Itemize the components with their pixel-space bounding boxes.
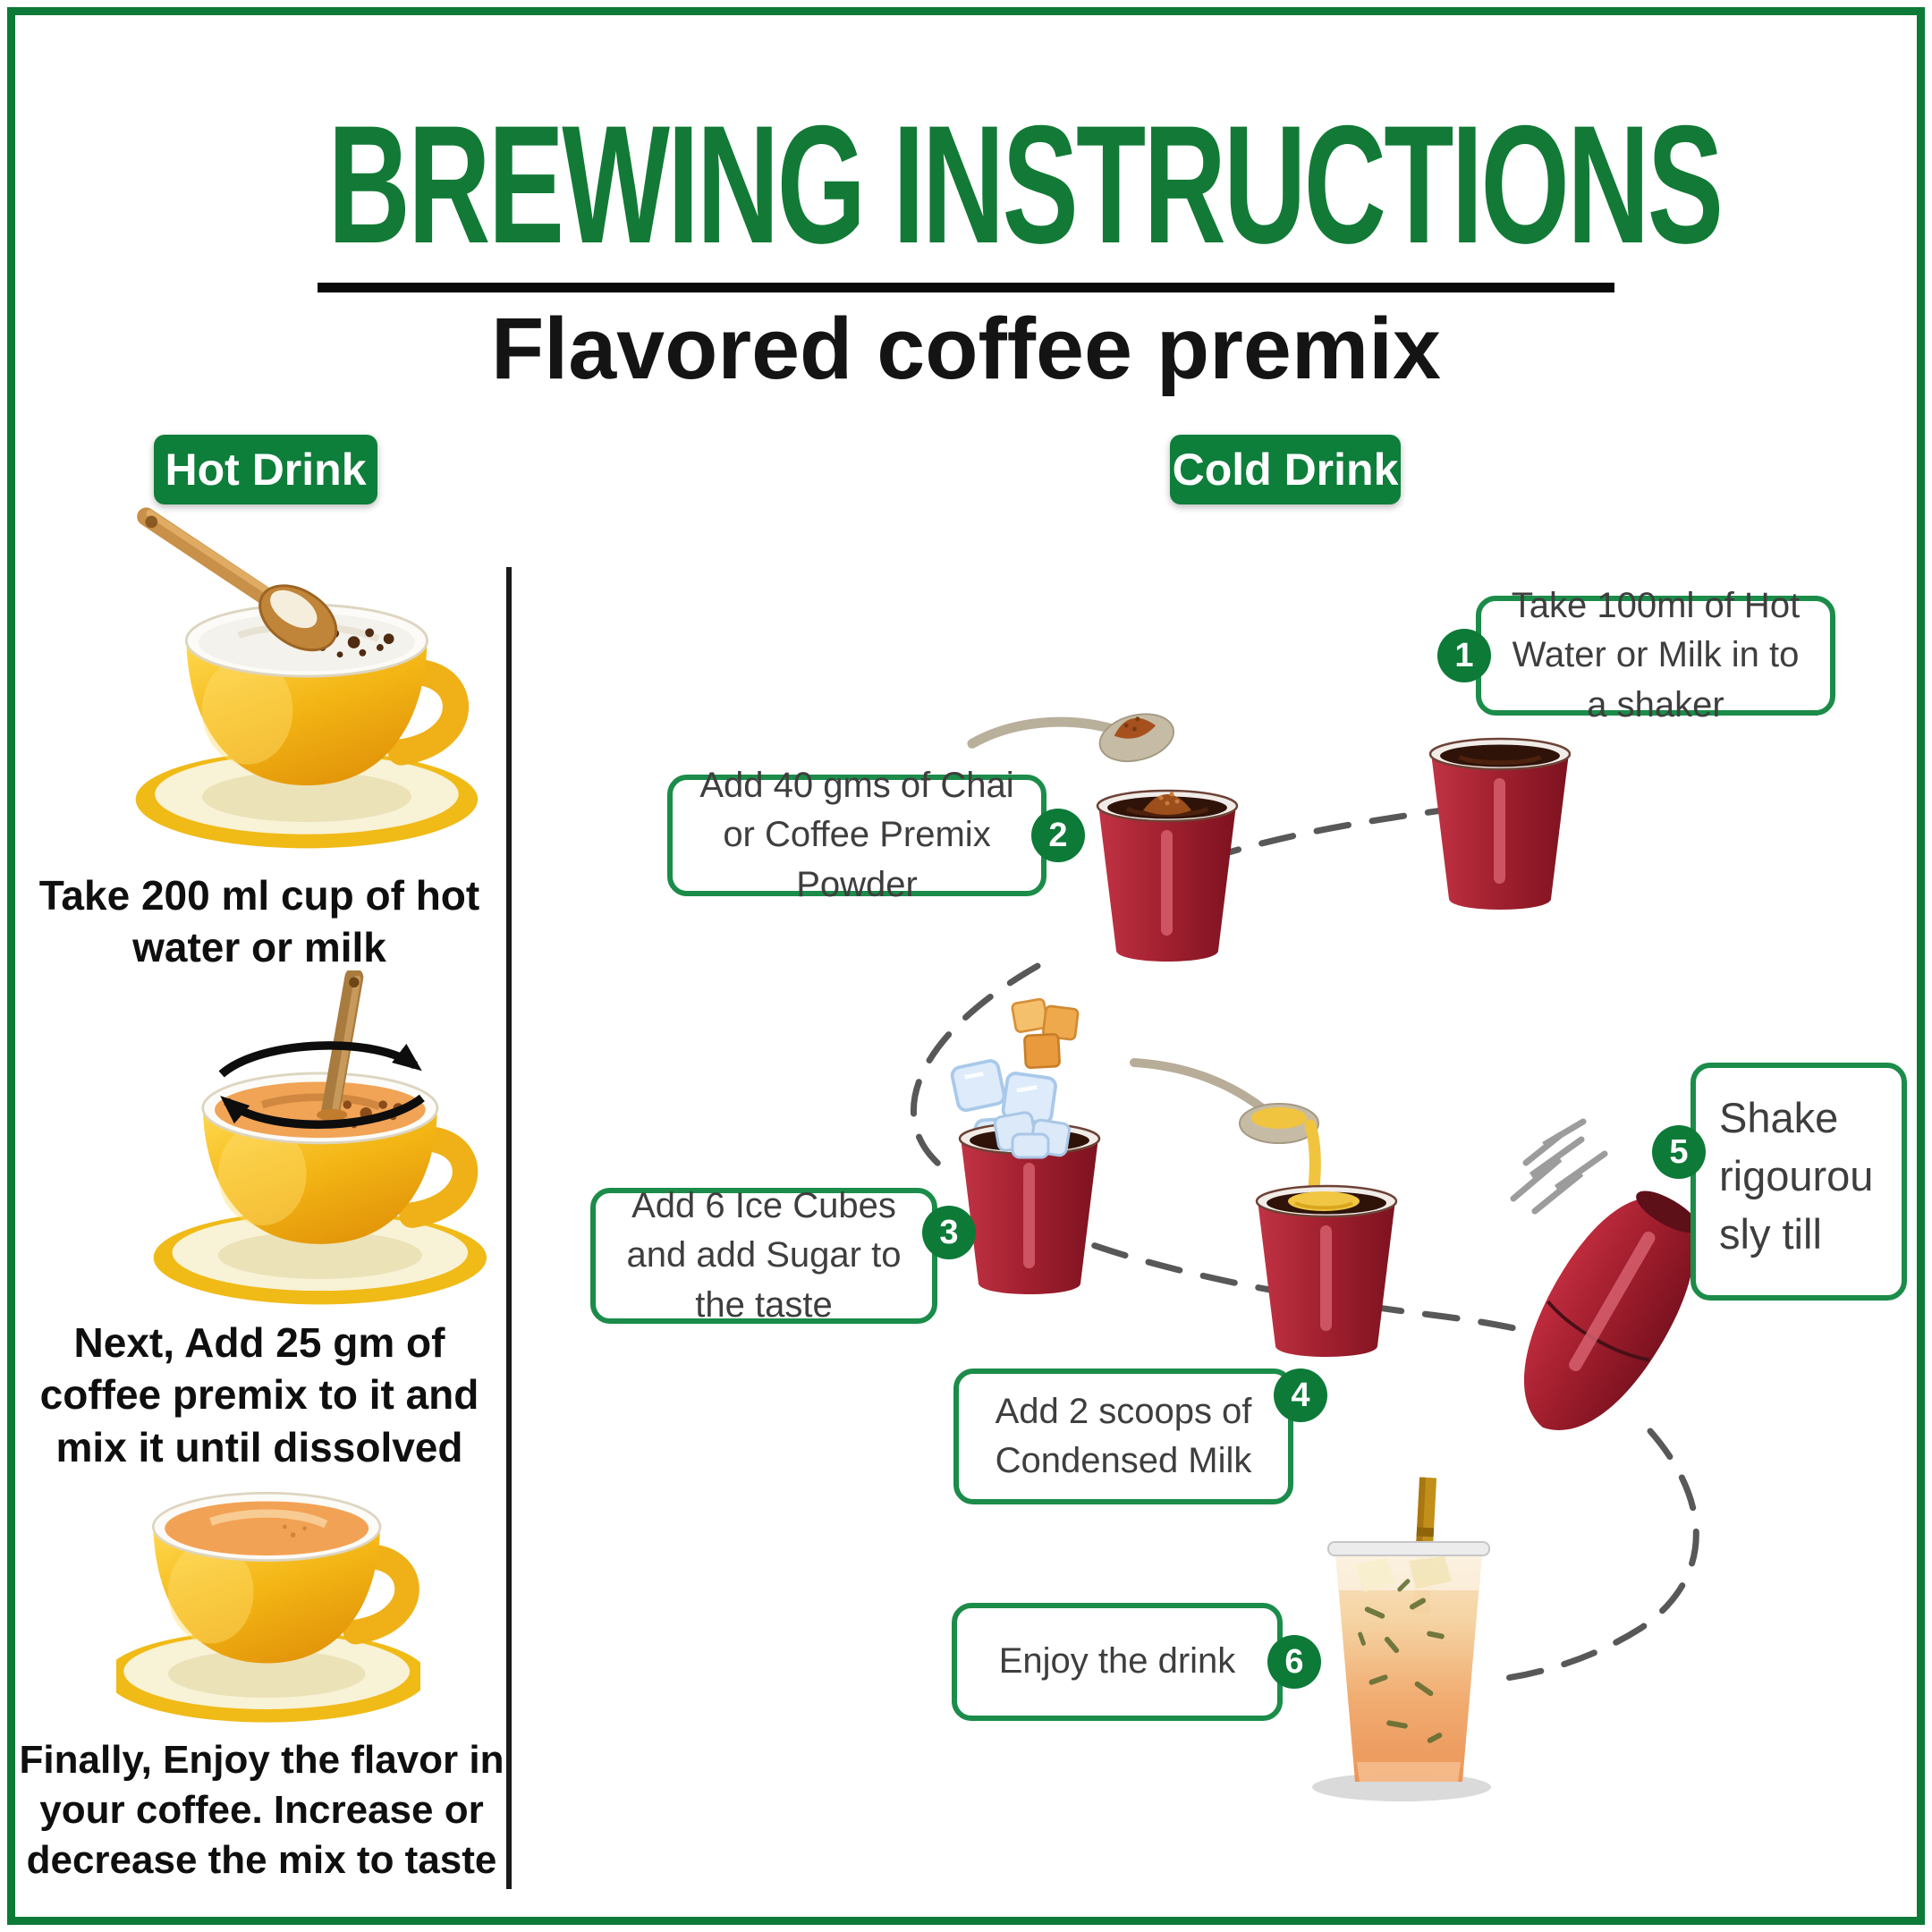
cold-step-2-text: Add 40 gms of Chai or Coffee Premix Powder (699, 766, 1014, 904)
hot-drink-badge: Hot Drink (154, 435, 377, 504)
cold-step-6-box (952, 1603, 1304, 1721)
cold-step-4-text: Add 2 scoops of Condensed Milk (995, 1391, 1252, 1480)
cold-step-5-number: 5 (1652, 1125, 1706, 1179)
cold-step-4-box (953, 1368, 1310, 1504)
cold-drink-badge: Cold Drink (1170, 435, 1401, 504)
cold-step-2-box (667, 766, 1068, 904)
page-subtitle: Flavored coffee premix (491, 300, 1441, 397)
cold-step-1-text: Take 100ml of Hot Water or Milk in to a shaker (1511, 586, 1801, 724)
cold-step-3-text: Add 6 Ice Cubes and add Sugar to the taste (626, 1186, 902, 1325)
hot-step-1-text: Take 200 ml cup of hot water or milk (38, 872, 480, 971)
red-cup-condensed-milk-icon (1241, 1174, 1411, 1366)
red-cup-powder-icon (1082, 778, 1252, 970)
cold-step-4-number: 4 (1274, 1368, 1327, 1422)
red-cup-ice-icon (945, 1111, 1114, 1303)
cold-step-1-number: 1 (1437, 629, 1491, 682)
hot-step-2-text: Next, Add 25 gm of coffee premix to it and mix it until dissolved (39, 1319, 479, 1470)
cold-step-6-number: 6 (1267, 1635, 1321, 1689)
cold-step-3-number: 3 (922, 1206, 976, 1259)
page-title: BREWING INSTRUCTIONS (327, 90, 1722, 278)
cocktail-shaker-icon (1496, 1156, 1710, 1491)
hot-step-3-text: Finally, Enjoy the flavor in your coffee. Increase or decrease the mix to taste (19, 1738, 504, 1882)
cold-step-3-box (590, 1186, 959, 1325)
red-cup-icon (1415, 726, 1585, 919)
iced-drink-glass-icon (1301, 1476, 1516, 1807)
cold-step-1-box (1454, 586, 1835, 724)
cold-step-5-text: Shake rigourou sly till (1719, 1094, 1874, 1258)
cold-step-2-number: 2 (1031, 809, 1085, 862)
cold-step-6-text: Enjoy the drink (998, 1641, 1236, 1682)
cold-step-5-box (1669, 1063, 1907, 1301)
